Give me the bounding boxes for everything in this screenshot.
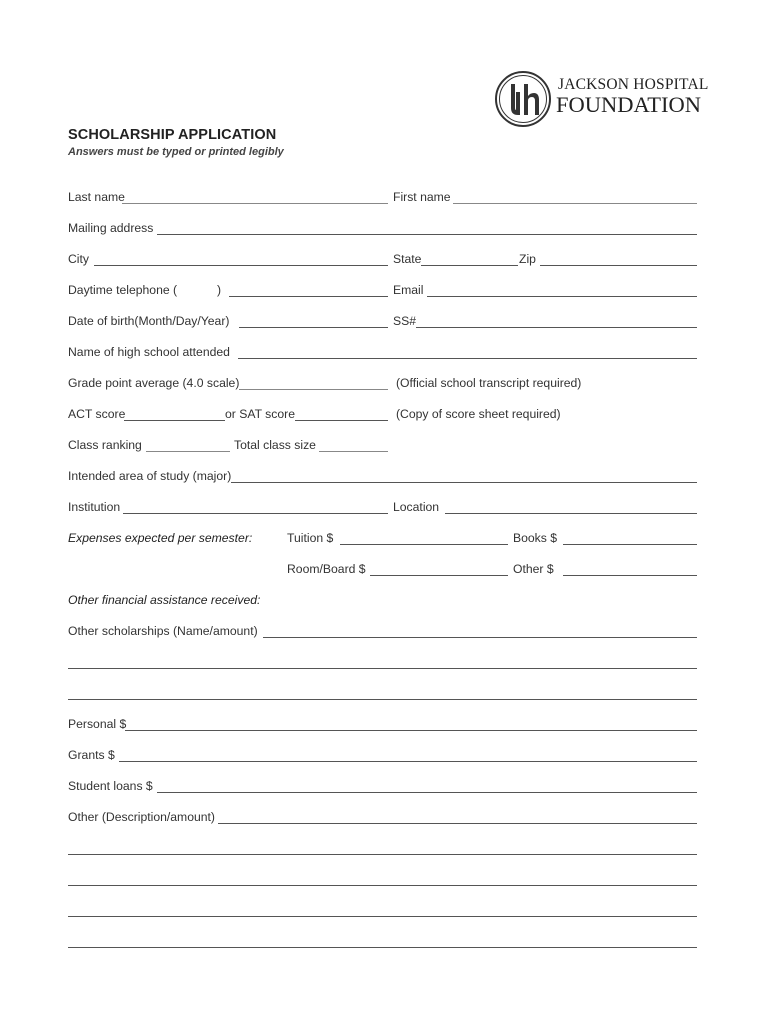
- other-description-line-2[interactable]: [68, 854, 697, 855]
- high-school-field[interactable]: [238, 358, 697, 359]
- student-loans-label: Student loans $: [68, 779, 153, 793]
- form-title: SCHOLARSHIP APPLICATION: [68, 127, 277, 143]
- location-label: Location: [393, 500, 440, 514]
- books-field[interactable]: [563, 544, 697, 545]
- location-field[interactable]: [445, 513, 697, 514]
- study-area-label: Intended area of study (major): [68, 469, 232, 483]
- dob-field[interactable]: [239, 327, 388, 328]
- state-label: State: [393, 252, 422, 266]
- gpa-label: Grade point average (4.0 scale): [68, 376, 240, 390]
- last-name-field[interactable]: [122, 203, 388, 204]
- telephone-field[interactable]: [229, 296, 388, 297]
- other-description-label: Other (Description/amount): [68, 810, 215, 824]
- books-label: Books $: [513, 531, 558, 545]
- foundation-logo: [494, 70, 709, 130]
- telephone-paren-close: ): [217, 283, 222, 297]
- other-description-line-5[interactable]: [68, 947, 697, 948]
- room-board-field[interactable]: [370, 575, 508, 576]
- tuition-label: Tuition $: [287, 531, 334, 545]
- ss-field[interactable]: [416, 327, 697, 328]
- other-description-field[interactable]: [218, 823, 697, 824]
- state-field[interactable]: [421, 265, 518, 266]
- assistance-heading: Other financial assistance received:: [68, 593, 261, 607]
- telephone-label: Daytime telephone (: [68, 283, 178, 297]
- other-scholarships-field[interactable]: [263, 637, 697, 638]
- sat-field[interactable]: [295, 420, 388, 421]
- personal-label: Personal $: [68, 717, 127, 731]
- other-scholarships-label: Other scholarships (Name/amount): [68, 624, 258, 638]
- logo-name-line2: FOUNDATION: [556, 92, 701, 117]
- other-scholarships-line-3[interactable]: [68, 699, 697, 700]
- personal-field[interactable]: [125, 730, 697, 731]
- zip-label: Zip: [519, 252, 536, 266]
- class-ranking-field[interactable]: [146, 451, 230, 452]
- other-expense-label: Other $: [513, 562, 554, 576]
- gpa-note: (Official school transcript required): [396, 376, 582, 390]
- study-area-field[interactable]: [231, 482, 697, 483]
- class-ranking-label: Class ranking: [68, 438, 142, 452]
- form-subtitle: Answers must be typed or printed legibly: [68, 146, 284, 158]
- other-description-line-4[interactable]: [68, 916, 697, 917]
- jh-monogram-icon: [494, 70, 552, 128]
- other-scholarships-line-2[interactable]: [68, 668, 697, 669]
- email-label: Email: [393, 283, 424, 297]
- other-description-line-3[interactable]: [68, 885, 697, 886]
- city-field[interactable]: [94, 265, 388, 266]
- email-field[interactable]: [427, 296, 697, 297]
- institution-field[interactable]: [123, 513, 388, 514]
- tuition-field[interactable]: [340, 544, 508, 545]
- city-label: City: [68, 252, 89, 266]
- student-loans-field[interactable]: [157, 792, 697, 793]
- grants-field[interactable]: [119, 761, 697, 762]
- sat-label: or SAT score: [225, 407, 295, 421]
- other-expense-field[interactable]: [563, 575, 697, 576]
- last-name-label: Last name: [68, 190, 125, 204]
- zip-field[interactable]: [540, 265, 697, 266]
- act-label: ACT score: [68, 407, 126, 421]
- high-school-label: Name of high school attended: [68, 345, 230, 359]
- grants-label: Grants $: [68, 748, 115, 762]
- mailing-address-field[interactable]: [157, 234, 697, 235]
- room-board-label: Room/Board $: [287, 562, 366, 576]
- class-size-field[interactable]: [319, 451, 388, 452]
- score-note: (Copy of score sheet required): [396, 407, 561, 421]
- expenses-heading: Expenses expected per semester:: [68, 531, 253, 545]
- first-name-label: First name: [393, 190, 451, 204]
- dob-label: Date of birth(Month/Day/Year): [68, 314, 230, 328]
- ss-label: SS#: [393, 314, 417, 328]
- first-name-field[interactable]: [453, 203, 697, 204]
- logo-name-line1: JACKSON HOSPITAL: [558, 76, 709, 93]
- class-size-label: Total class size: [234, 438, 316, 452]
- mailing-address-label: Mailing address: [68, 221, 154, 235]
- act-field[interactable]: [124, 420, 225, 421]
- gpa-field[interactable]: [239, 389, 388, 390]
- institution-label: Institution: [68, 500, 121, 514]
